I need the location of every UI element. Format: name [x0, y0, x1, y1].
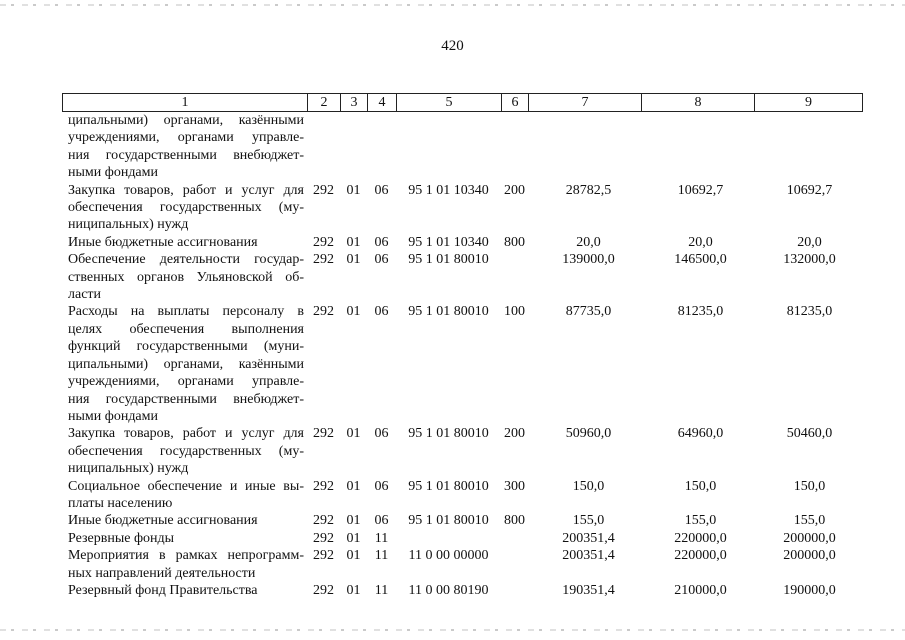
- row-cell-c2: 292: [313, 530, 334, 546]
- row-description: [62, 582, 307, 599]
- row-cell-c7: 200351,4: [562, 548, 615, 564]
- row-cell-c9: 200000,0: [783, 548, 836, 564]
- column-header-4: 4: [368, 94, 397, 111]
- description-line: платы населению: [68, 495, 173, 511]
- description-line: Закупка товаров, работ и услуг для: [68, 182, 304, 198]
- row-cell-c9: 200000,0: [783, 530, 836, 546]
- table-row: [62, 234, 861, 251]
- description-line: учреждениями, органами управле-: [68, 374, 304, 390]
- row-cell-c6: 200: [504, 426, 525, 442]
- column-header-7: 7: [529, 94, 642, 111]
- description-line: ципальными) органами, казёнными: [68, 113, 304, 128]
- row-description: [62, 478, 307, 513]
- row-cell-c3: 01: [346, 234, 361, 250]
- description-line: Резервные фонды: [68, 530, 175, 546]
- row-cell-c2: 292: [313, 582, 334, 598]
- row-cell-c2: 292: [313, 513, 334, 529]
- row-cell-c8: 220000,0: [674, 530, 727, 546]
- row-cell-c7: 190351,4: [562, 582, 615, 598]
- row-cell-c2: 292: [313, 478, 334, 494]
- table-row: [62, 425, 861, 477]
- row-cell-c3: 01: [346, 426, 361, 442]
- row-cell-c6: 200: [504, 182, 525, 198]
- row-description: [62, 530, 307, 547]
- row-cell-c8: [641, 112, 754, 182]
- table-row: [62, 251, 861, 303]
- row-cell-c8: 10692,7: [677, 182, 724, 198]
- table-row: [62, 303, 861, 425]
- row-cell-c5: 11 0 00 80190: [408, 582, 489, 598]
- row-cell-c2: 292: [313, 234, 334, 250]
- row-cell-c3: 01: [346, 478, 361, 494]
- description-line: ных направлений деятельности: [68, 565, 256, 581]
- row-cell-c9: 190000,0: [783, 582, 836, 598]
- column-header-9: 9: [805, 95, 812, 110]
- description-line: ными фондами: [68, 408, 159, 424]
- row-cell-c7: 28782,5: [565, 182, 612, 198]
- scan-artifact-top: [0, 4, 905, 6]
- row-cell-c7: 139000,0: [562, 252, 615, 268]
- description-line: ния государственными внебюджет-: [68, 391, 304, 407]
- table-row: [62, 182, 861, 234]
- row-cell-c2: 292: [313, 252, 334, 268]
- row-cell-c3: 01: [346, 582, 361, 598]
- row-cell-c7: 200351,4: [562, 530, 615, 546]
- row-cell-c5: 95 1 01 80010: [408, 304, 489, 320]
- row-description: [62, 303, 307, 425]
- row-cell-c6: 800: [504, 234, 525, 250]
- row-cell-c9: 81235,0: [786, 304, 833, 320]
- column-header-6: 6: [502, 94, 529, 111]
- table-row: [62, 582, 861, 599]
- row-cell-c2: 292: [313, 182, 334, 198]
- row-cell-c9: 50460,0: [786, 426, 833, 442]
- table-row: [62, 478, 861, 513]
- row-cell-c5: 95 1 01 80010: [408, 426, 489, 442]
- row-description: [62, 251, 307, 303]
- row-description: [62, 234, 307, 251]
- row-cell-c6: 800: [504, 513, 525, 529]
- row-cell-c6: [501, 251, 528, 303]
- row-cell-c7: 87735,0: [565, 304, 612, 320]
- row-cell-c3: [340, 112, 367, 182]
- table-header: [62, 93, 863, 112]
- row-cell-c4: 06: [374, 182, 389, 198]
- description-line: Иные бюджетные ассигнования: [68, 513, 258, 529]
- row-cell-c4: 06: [374, 513, 389, 529]
- row-cell-c3: 01: [346, 304, 361, 320]
- table-body: [62, 112, 861, 599]
- row-cell-c5: 95 1 01 10340: [408, 234, 489, 250]
- row-cell-c9: 150,0: [793, 478, 826, 494]
- description-line: Резервный фонд Правительства: [68, 582, 258, 598]
- row-cell-c7: 150,0: [572, 478, 605, 494]
- row-cell-c7: 50960,0: [565, 426, 612, 442]
- description-line: ласти: [68, 287, 102, 303]
- description-line: Закупка товаров, работ и услуг для: [68, 426, 304, 442]
- row-cell-c6: [501, 582, 528, 599]
- row-cell-c2: 292: [313, 426, 334, 442]
- description-line: функций государственными (муни-: [68, 339, 304, 355]
- row-cell-c4: 06: [374, 234, 389, 250]
- description-line: ния государственными внебюджет-: [68, 147, 304, 163]
- row-cell-c8: 146500,0: [674, 252, 727, 268]
- row-cell-c9: 20,0: [797, 234, 822, 250]
- row-cell-c5: 95 1 01 80010: [408, 252, 489, 268]
- row-cell-c2: 292: [313, 304, 334, 320]
- row-description: [62, 425, 307, 477]
- row-cell-c8: 81235,0: [677, 304, 724, 320]
- description-line: ниципальных) нужд: [68, 461, 189, 477]
- row-cell-c9: 155,0: [793, 513, 826, 529]
- row-cell-c4: 11: [374, 548, 389, 564]
- description-line: Иные бюджетные ассигнования: [68, 234, 258, 250]
- row-cell-c9: [754, 112, 861, 182]
- row-cell-c7: 20,0: [576, 234, 601, 250]
- page-number: 420: [441, 38, 464, 54]
- row-cell-c3: 01: [346, 252, 361, 268]
- row-description: [62, 182, 307, 234]
- column-header-2: 2: [308, 94, 341, 111]
- row-cell-c4: 11: [374, 530, 389, 546]
- row-cell-c2: 292: [313, 548, 334, 564]
- row-cell-c6: 100: [504, 304, 525, 320]
- description-line: ниципальных) нужд: [68, 217, 189, 233]
- row-cell-c9: 132000,0: [783, 252, 836, 268]
- row-cell-c7: 155,0: [572, 513, 605, 529]
- description-line: Мероприятия в рамках непрограмм-: [68, 548, 304, 564]
- description-line: обеспечения государственных (му-: [68, 443, 304, 459]
- table-row: [62, 512, 861, 529]
- description-line: целях обеспечения выполнения: [68, 321, 304, 337]
- row-cell-c4: 11: [374, 582, 389, 598]
- table-row: [62, 112, 861, 182]
- row-cell-c4: 06: [374, 478, 389, 494]
- column-header-8: 8: [642, 94, 755, 111]
- description-line: учреждениями, органами управле-: [68, 130, 304, 146]
- column-header-5: 5: [397, 94, 502, 111]
- description-line: обеспечения государственных (му-: [68, 200, 304, 216]
- row-cell-c4: 06: [374, 304, 389, 320]
- row-cell-c3: 01: [346, 182, 361, 198]
- description-line: Социальное обеспечение и иные вы-: [68, 478, 304, 494]
- description-line: Обеспечение деятельности государ-: [68, 252, 304, 268]
- row-cell-c6: [501, 112, 528, 182]
- description-line: ственных органов Ульяновской об-: [68, 269, 304, 285]
- row-description: [62, 512, 307, 529]
- row-cell-c8: 210000,0: [674, 582, 727, 598]
- column-header-1: 1: [63, 94, 308, 111]
- row-cell-c4: 06: [374, 426, 389, 442]
- row-cell-c8: 150,0: [684, 478, 717, 494]
- row-cell-c8: 155,0: [684, 513, 717, 529]
- row-cell-c2: [307, 112, 340, 182]
- row-cell-c5: [396, 112, 501, 182]
- row-cell-c7: [528, 112, 641, 182]
- row-cell-c3: 01: [346, 513, 361, 529]
- row-cell-c6: [501, 530, 528, 547]
- column-header-3: 3: [341, 94, 368, 111]
- row-cell-c5: 95 1 01 80010: [408, 478, 489, 494]
- row-cell-c6: [501, 547, 528, 582]
- row-cell-c9: 10692,7: [786, 182, 833, 198]
- scan-artifact-bottom: [0, 629, 905, 631]
- table-row: [62, 530, 861, 547]
- row-cell-c8: 20,0: [688, 234, 713, 250]
- row-description: [62, 112, 307, 182]
- row-cell-c5: 11 0 00 00000: [408, 548, 489, 564]
- row-cell-c5: [396, 530, 501, 547]
- row-cell-c8: 220000,0: [674, 548, 727, 564]
- description-line: ципальными) органами, казёнными: [68, 356, 304, 372]
- description-line: ными фондами: [68, 165, 159, 181]
- description-line: Расходы на выплаты персоналу в: [68, 304, 304, 320]
- row-cell-c4: [367, 112, 396, 182]
- row-cell-c3: 01: [346, 548, 361, 564]
- row-cell-c4: 06: [374, 252, 389, 268]
- row-cell-c5: 95 1 01 10340: [408, 182, 489, 198]
- row-cell-c5: 95 1 01 80010: [408, 513, 489, 529]
- row-cell-c8: 64960,0: [677, 426, 724, 442]
- row-description: [62, 547, 307, 582]
- table-row: [62, 547, 861, 582]
- row-cell-c6: 300: [504, 478, 525, 494]
- row-cell-c3: 01: [346, 530, 361, 546]
